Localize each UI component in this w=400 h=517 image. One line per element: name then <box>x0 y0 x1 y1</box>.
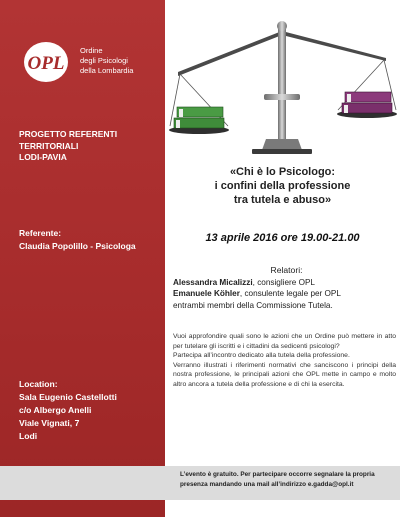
main-content <box>165 0 400 517</box>
referent-name: Claudia Popolillo - Psicologa <box>19 241 136 251</box>
event-date: 13 aprile 2016 ore 19.00-21.00 <box>205 232 360 244</box>
sidebar <box>0 0 165 517</box>
location-block: Location: Sala Eugenio Castellotti c/o Albergo Anelli Viale Vignati, 7 Lodi <box>19 379 117 441</box>
event-description: Vuoi approfondire quali sono le azioni che un Ordine può mettere in atto per tutelare gli iscritti e i cittadini da sedicenti psicologi? Partecipa all’incontro dedicato alla tutela della professione. Verranno illustrati i riferimenti normativi che sanciscono i principi della nostra professione, le principali azioni che OPL mette in campo e molto altro ancora a tutela della professione e di chi la esercita. <box>173 333 396 388</box>
speakers-title: Relatori: <box>270 265 303 275</box>
speakers-block <box>173 265 400 311</box>
speaker-1: Alessandra Micalizzi, consigliere OPL <box>173 278 315 288</box>
event-title: «Chi è lo Psicologo: i confini della professione tra tutela e abuso» <box>214 166 351 206</box>
referent-label: Referente: <box>19 228 62 238</box>
speaker-2: Emanuele Köhler, consulente legale per OPL <box>173 289 341 299</box>
footer-banner <box>0 466 400 500</box>
opl-logo-icon <box>22 40 70 84</box>
contact-email-link[interactable]: e.gadda@opl.it <box>307 480 354 488</box>
balance-scale-icon <box>168 14 397 154</box>
organization-name: Ordine degli Psicologi della Lombardia <box>80 46 134 75</box>
speakers-note: entrambi membri della Commissione Tutela. <box>173 300 333 310</box>
footer-text: L’evento è gratuito. Per partecipare occorre segnalare la propria presenza mandando una mail all’indirizzo e.gadda@opl.it <box>180 471 375 488</box>
logo-text: OPL <box>27 53 65 74</box>
project-title: PROGETTO REFERENTI TERRITORIALI LODI-PAVIA <box>19 129 118 162</box>
